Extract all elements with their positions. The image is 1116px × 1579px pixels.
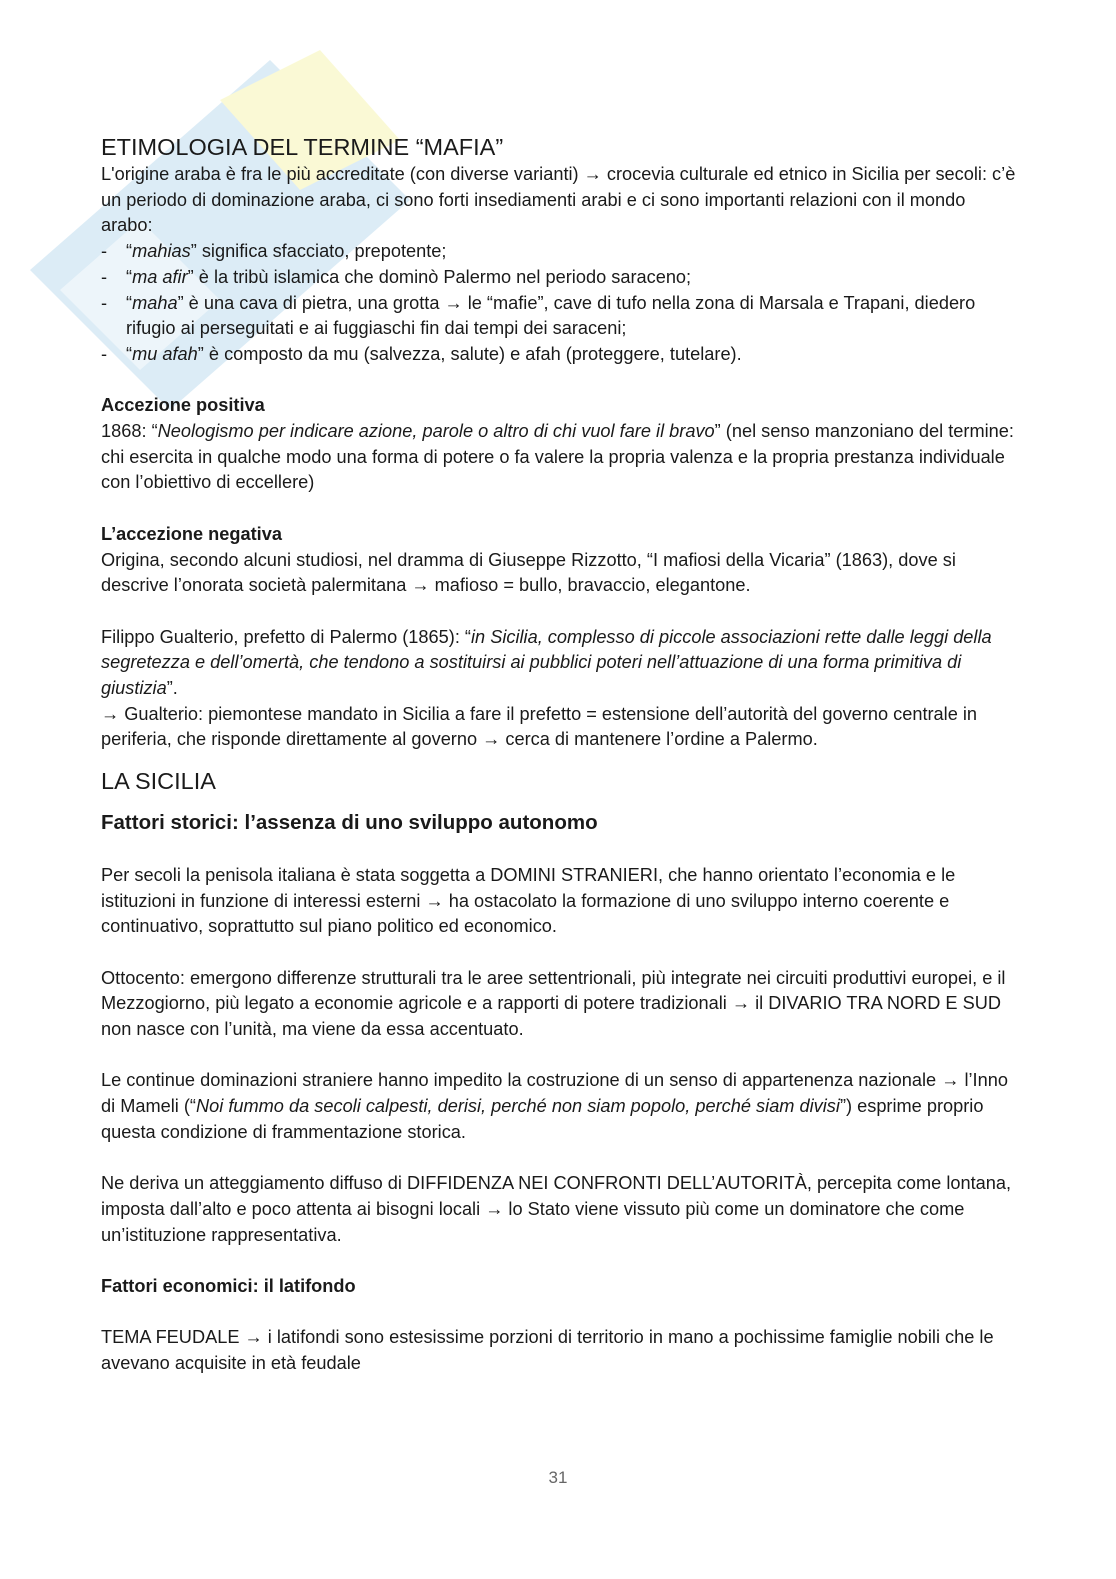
gualterio-quote: Filippo Gualterio, prefetto di Palermo (1865): “in Sicilia, complesso di piccole associazioni rette dalle leggi della segretezza e dell’omertà, che tendono a sostituirsi ai pubblici poteri nell’attuazione di una forma primitiva di giustizia”. [101,626,992,699]
list-dash: - [101,343,108,364]
etimologia-intro: L'origine araba è fra le più accreditate (con diverse varianti) → crocevia culturale ed etnico in Sicilia per secoli: c’è un periodo di dominazione araba, ci sono forti insediamenti arabi e ci sono importanti relazioni con il mondo arabo: [101,164,1016,236]
page-number: 31 [548,1468,568,1487]
list-item: - “mahias” significa sfacciato, prepotente; [101,239,1016,265]
term: mu afah [132,343,198,364]
section-title-etimologia: ETIMOLOGIA DEL TERMINE “MAFIA” [101,134,504,160]
list-dash: - [101,241,108,262]
list-item: - “mu afah” è composto da mu (salvezza, salute) e afah (proteggere, tutelare). [101,342,1016,368]
term: maha [132,292,178,313]
term: mahias [132,241,191,262]
term: ma afir [132,266,188,287]
paragraph-ottocento: Ottocento: emergono differenze strutturali tra le aree settentrionali, più integrate nei circuiti produttivi europei, e il Mezzogiorno, più legato a economie agricole e a rapporti di potere tradizionali → il DIVARIO TRA NORD E SUD non nasce con l’unità, ma viene da essa accentuato. [101,967,1006,1040]
paragraph-diffidenza: Ne deriva un atteggiamento diffuso di DIFFIDENZA NEI CONFRONTI DELL’AUTORITÀ, percepita come lontana, imposta dall’alto e poco attenta ai bisogni locali → lo Stato viene vissuto più come un dominatore che come un’istituzione rappresentativa. [101,1173,1012,1245]
section-title-sicilia: LA SICILIA [101,768,216,795]
paragraph-tema-feudale: TEMA FEUDALE → i latifondi sono estesissime porzioni di territorio in mano a pochissime famiglie nobili che le avevano acquisite in età feudale [101,1327,994,1374]
paragraph-domini-stranieri: Per secoli la penisola italiana è stata soggetta a DOMINI STRANIERI, che hanno orientato l’economia e le istituzioni in funzione di interessi esterni → ha ostacolato la formazione di uno sviluppo interno coerente e continuativo, soprattutto sul piano politico ed economico. [101,864,956,937]
heading-accezione-negativa: L’accezione negativa [101,523,282,544]
paragraph-inno-mameli: Le continue dominazioni straniere hanno impedito la costruzione di un senso di appartenenza nazionale → l’Inno di Mameli (“Noi fummo da secoli calpesti, derisi, perché non siam popolo, perché siam divisi”) esprime proprio questa condizione di frammentazione storica. [101,1070,1008,1142]
etimologia-list [101,239,1016,368]
heading-fattori-storici: Fattori storici: l’assenza di uno sviluppo autonomo [101,811,598,835]
gualterio-note: → Gualterio: piemontese mandato in Sicilia a fare il prefetto = estensione dell’autorità del governo centrale in periferia, che risponde direttamente al governo → cerca di mantenere l’ordine a Palermo. [101,703,978,750]
document-page [101,132,1016,1377]
heading-fattori-economici: Fattori economici: il latifondo [101,1276,356,1296]
list-dash: - [101,266,108,287]
list-item: - “maha” è una cava di pietra, una grotta → le “mafie”, cave di tufo nella zona di Marsala e Trapani, diedero rifugio ai perseguitati e ai fuggiaschi fin dai tempi dei saraceni; [101,292,976,339]
heading-accezione-positiva: Accezione positiva [101,395,265,416]
accezione-positiva-text: 1868: “Neologismo per indicare azione, parole o altro di chi vuol fare il bravo” (nel senso manzoniano del termine: chi esercita in qualche modo una forma di potere o fa valere la propria valenza e la propria prestanza individuale con l’obiettivo di eccellere) [101,421,1014,493]
list-dash: - [101,292,108,313]
list-item: - “ma afir” è la tribù islamica che dominò Palermo nel periodo saraceno; [101,265,1016,291]
accezione-negativa-text: Origina, secondo alcuni studiosi, nel dramma di Giuseppe Rizzotto, “I mafiosi della Vicaria” (1863), dove si descrive l’onorata società palermitana → mafioso = bullo, bravaccio, elegantone. [101,549,956,596]
